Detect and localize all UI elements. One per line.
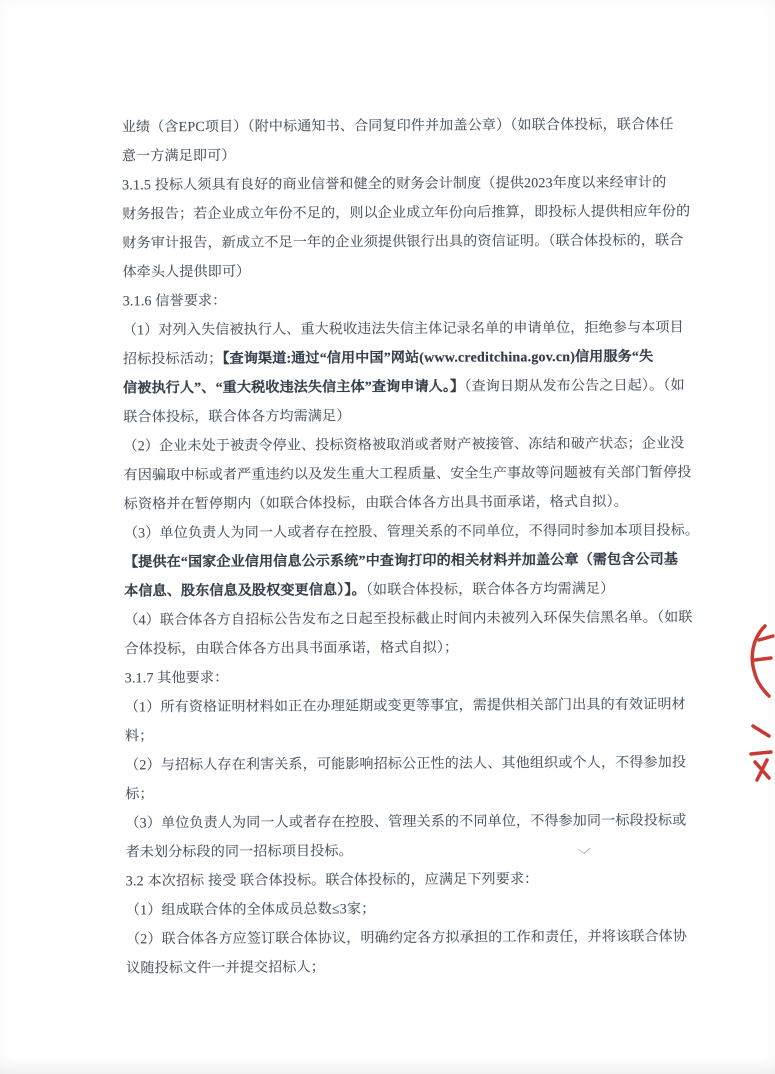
- text-segment: 合体投标，由联合体各方出具书面承诺，格式自拟）；: [124, 640, 459, 658]
- text-line: [123, 517, 700, 549]
- text-segment: （1）所有资格证明材料如正在办理延期或变更等事宜，需提供相关部门出具的有效证明材: [124, 697, 686, 716]
- text-segment: 料；: [124, 729, 154, 745]
- text-segment: 3.1.7 其他要求：: [124, 670, 229, 687]
- text-segment: （4）联合体各方自招标公告发布之日起至投标截止时间内未被列入环保失信黑名单。（如联: [124, 610, 693, 629]
- text-segment: （如联合体投标，联合体各方均需满足）: [365, 581, 615, 599]
- text-segment: 议随投标文件一并提交招标人；: [126, 960, 326, 977]
- text-segment: 3.2 本次招标 接受 联合体投标。联合体投标的，应满足下列要求：: [125, 872, 539, 890]
- text-line: [124, 604, 693, 636]
- text-segment-bold: 【查询渠道:通过“信用中国”网站(www.creditchina.gov.cn)信用服务“失: [222, 349, 654, 367]
- red-stamp-strokes: [741, 622, 775, 787]
- text-segment: （1）对列入失信被执行人、重大税收违法失信主体记录名单的申请单位，拒绝参与本项目: [122, 320, 684, 339]
- text-segment: （3）单位负责人为同一人或者存在控股、管理关系的不同单位，不得同时参加本项目投标。: [123, 523, 700, 542]
- red-stamp-fragment: [741, 622, 775, 787]
- text-line: [126, 952, 662, 984]
- text-line: [122, 227, 684, 259]
- text-line: [123, 285, 659, 317]
- text-line: [124, 546, 679, 578]
- text-segment: 者未划分标段的同一招标项目投标。: [125, 844, 353, 861]
- text-segment: 招标投标活动；: [122, 351, 223, 368]
- text-line: [123, 343, 659, 375]
- text-line: [125, 662, 661, 694]
- text-segment: 财务报告；若企业成立年份不足的，则以企业成立年份向后推算，即投标人提供相应年份的: [122, 204, 691, 223]
- text-line: [123, 401, 659, 433]
- text-segment: （2）联合体各方应签订联合体协议，明确约定各方拟承担的工作和责任，并将该联合体协: [126, 929, 688, 948]
- text-line: [123, 372, 685, 404]
- text-line: [124, 633, 660, 665]
- text-segment: 业绩（含EPC项目）（附中标通知书、合同复印件并加盖公章）（如联合体投标，联合体任: [121, 117, 674, 136]
- text-line: [122, 140, 658, 172]
- text-segment: （2）与招标人存在利害关系，可能影响招标公正性的法人、其他组织或个人，不得参加投: [125, 755, 687, 774]
- text-segment: 3.1.5 投标人须具有良好的商业信誉和健全的财务会计制度（提供2023年度以来经审计的: [122, 175, 667, 194]
- text-line: [122, 314, 684, 346]
- text-line: [124, 575, 660, 607]
- text-segment: 标；: [125, 787, 154, 803]
- text-line: [125, 807, 687, 839]
- text-segment: 体牵头人提供即可）: [122, 264, 251, 281]
- text-segment-bold: 本信息、股东信息及股权变更信息）】。: [124, 583, 366, 600]
- text-line: [122, 169, 667, 201]
- text-segment: （1）组成联合体的全体成员总数≤3家；: [125, 902, 376, 919]
- text-segment: 标资格并在暂停期内（如联合体投标，由联合体各方出具书面承诺，格式自拟）。: [123, 494, 629, 513]
- text-segment: 3.1.6 信誉要求：: [122, 293, 227, 310]
- text-segment: （2）企业未处于被责令停业、投标资格被取消或者财产被接管、冻结和破产状态；企业没: [123, 436, 685, 455]
- text-line: [126, 894, 662, 926]
- text-segment-bold: 【提供在“国家企业信用信息公示系统”中查询打印的相关材料并加盖公章（需包含公司基: [124, 552, 679, 571]
- text-segment: 有因骗取中标或者严重违约以及发生重大工程质量、安全生产事故等问题被有关部门暂停投: [123, 465, 692, 484]
- text-line: [122, 198, 691, 230]
- scan-edge-shadow: [0, 1056, 775, 1074]
- text-segment: （查询日期从发布公告之日起）。（如: [464, 378, 685, 395]
- text-segment: （3）单位负责人为同一人或者存在控股、管理关系的不同单位，不得参加同一标段投标或: [125, 813, 687, 832]
- text-line: [125, 749, 687, 781]
- text-line: [126, 865, 662, 897]
- text-line: [126, 923, 688, 955]
- text-segment: 意一方满足即可）: [121, 148, 236, 165]
- text-line: [121, 111, 674, 143]
- text-line: [122, 256, 658, 288]
- text-line: [123, 430, 685, 462]
- text-segment: 财务审计报告，新成立不足一年的企业须提供银行出具的资信证明。（联合体投标的，联合: [122, 233, 684, 252]
- text-line: [125, 720, 661, 752]
- text-segment: 联合体投标，联合体各方均需满足）: [123, 409, 351, 426]
- text-line: [124, 488, 660, 520]
- text-segment-bold: 信被执行人”、“重大税收违法失信主体”查询申请人。】: [123, 379, 465, 397]
- text-line: [123, 459, 692, 491]
- text-line: [124, 691, 686, 723]
- text-line: [125, 778, 661, 810]
